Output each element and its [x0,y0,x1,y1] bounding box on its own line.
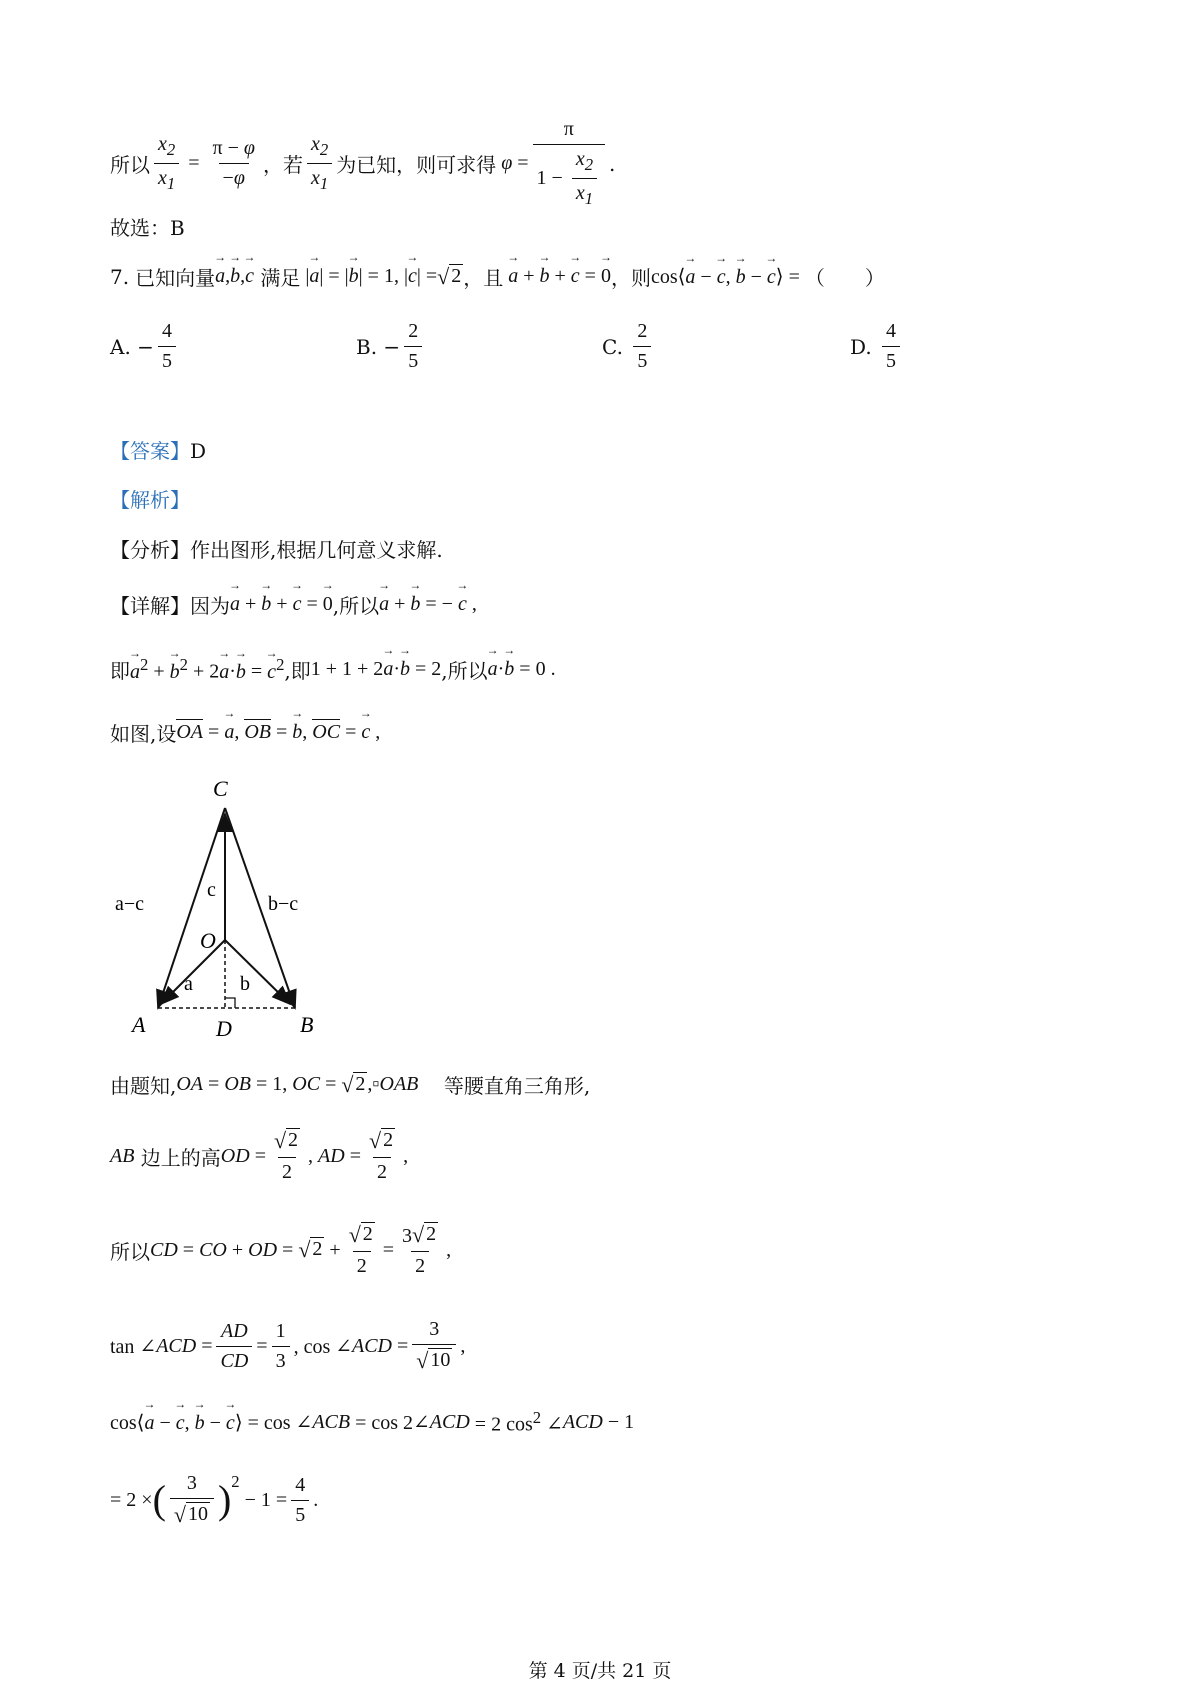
answer-tag: 【答案】 [110,439,190,463]
text: ，若 [262,153,303,177]
option-num: 4 [886,320,897,342]
point-o: O [200,928,216,953]
text: 所以 [110,1239,150,1264]
fraction-x2-over-x1-b: $\frac{x_2}{x_1}$ [307,133,332,194]
height-line: AB 边上的高 OD = √ 2 2 , AD = √ 2 2 , [110,1128,409,1183]
point-a: A [132,1012,146,1037]
label-b-minus-c: b−c [268,893,299,915]
option-d[interactable] [850,320,904,373]
text: 由题知, [110,1074,177,1098]
ji-line: 即 → $a^2$ + → $b^2 + 2\to a\cdot\to b$ = → $c^2$ ,即 1 + 1 + 2→ a·→ b = 2 ,所以 → a·→ b = 0 . [110,655,556,684]
point-b: B [300,1012,314,1037]
cos-angle-line: cos⟨→ a − → c, → b − → c⟩ = cos ∠ ACB = cos 2∠ ACD = 2 $\cos^2$ ∠ ACD − 1 [110,1408,634,1437]
text: ,所以 [332,594,380,618]
text: 已知向量 [135,266,216,290]
text: 所以 [110,153,150,177]
option-den: 5 [404,346,422,373]
option-a[interactable] [110,320,180,373]
text: 边上的高 [140,1145,221,1170]
option-label: C. [602,334,623,359]
cd-line: 所以 CD = CO + OD = √ 2 + √ 2 2 = 3 √ 2 2 , [110,1222,452,1277]
fraction-phi-solution: π 1 − $\frac{x_2}{x_1}$ [533,118,606,209]
option-label: A. [110,334,131,359]
question-number: 7. [110,264,130,289]
option-den: 5 [158,346,176,373]
text: 等腰直角三角形, [443,1074,591,1098]
option-den: 5 [633,346,651,373]
text: . [609,151,616,176]
text: 为已知，则可求得 [336,153,497,177]
final-line: = 2 × ( 3 √ 10 ) $^2$ − 1 = $\frac{4}{5}$ . [110,1472,319,1527]
text: ，且 [463,266,504,290]
text: ,即 [284,659,311,683]
vector-triangle-figure [110,770,350,1040]
option-sign: − [137,334,154,359]
detail-line: 【详解】因为 → a + → b + → c = → 0 ,所以 → a + → b = − → c , [110,590,477,619]
tizhi-line: 由题知, OA = OB = 1, OC = √ 2 , ▫ OAB 等腰直角三角形, [110,1071,591,1098]
analysis-tag: 【解析】 [110,488,190,512]
setup-line: 如图,设 OA = → a, OB = → b, OC = → c , [110,718,380,747]
option-num: 4 [161,320,172,342]
page-footer: 第 4 页/共 21 页 [528,1660,672,1682]
option-c[interactable] [602,320,655,373]
option-sign: − [383,334,401,359]
text: ，则 [610,266,651,290]
text: 【详解】因为 [110,594,230,618]
text: （ ） [804,266,885,290]
line-phi-formula: 所以 $\frac{x_2}{x_1}$ = $\frac{\pi - \varphi}{-\varphi}$ ，若 $\frac{x_2}{x_1}$ 为已知，则可求得 φ = π 1 − $\frac{x_2}{x_1}$ . [110,118,616,208]
label-c: c [207,879,216,901]
text: 即 [110,659,130,683]
fraction-pi-minus-phi: $\frac{\pi - \varphi}{-\varphi}$ [212,137,255,189]
option-label: B. [356,334,378,359]
option-b[interactable] [356,320,426,373]
question-7: 7. 已知向量 → a , → b , → c 满足 |→ a| = |→ b| = 1, |→ c| = √ 2 ，且 → a + → b + → c = → 0 ，则 cos⟨→ a − → c, → b − → c⟩ = （ ） [110,262,885,291]
fraction-x2-over-x1: $\frac{x_2}{x_1}$ [154,133,179,194]
tan-line: tan ∠ ACD = $\frac{AD}{CD}$ = $\frac{1}{3}$ , cos ∠ ACD = 3 √ 10 , [110,1318,466,1373]
option-den: 5 [882,346,900,373]
text: 满足 [260,266,301,290]
right-angle-mark [225,998,235,1008]
fenxi-line: 【分析】作出图形,根据几何意义求解. [110,538,443,562]
vector-b [225,940,290,1004]
option-num: 2 [637,320,648,342]
label-a: a [184,973,193,995]
answer-value: D [190,439,207,463]
text: 如图,设 [110,722,177,746]
label-b: b [240,973,250,995]
point-d: D [216,1016,232,1040]
point-c: C [213,776,228,801]
choose-line: 故选：B [110,216,185,240]
text: ,所以 [441,659,488,683]
option-label: D. [850,334,872,359]
option-num: 2 [408,320,419,342]
label-a-minus-c: a−c [115,893,145,915]
answer-line [110,435,206,464]
